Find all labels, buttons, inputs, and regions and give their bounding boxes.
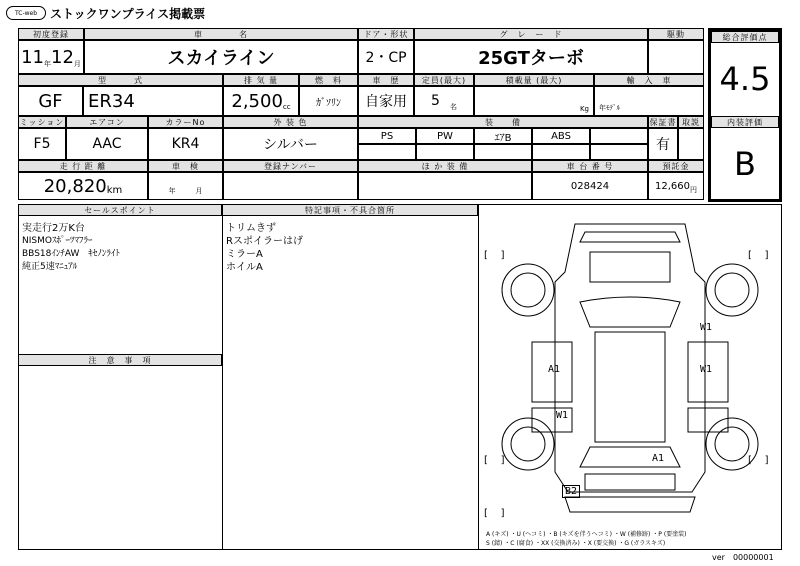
- sales-points-list: [22, 222, 120, 274]
- displacement-label: 排 気 量: [223, 74, 299, 86]
- legend: [486, 530, 687, 548]
- mileage-label: 走 行 距 離: [18, 160, 148, 172]
- capacity-label: 定員(最大): [414, 74, 474, 86]
- price-label: 預託金: [648, 160, 704, 172]
- list-item: トリムきず: [226, 223, 276, 234]
- other-equip-label: ほ か 装 備: [358, 160, 532, 172]
- chassis-value: 028424: [532, 172, 648, 200]
- rear-window: [580, 447, 680, 467]
- rear-bumper: [565, 497, 695, 512]
- fuel-value: ｶﾞｿﾘﾝ: [299, 86, 358, 116]
- exterior-label: 外 装 色: [223, 116, 358, 128]
- capacity-value: 5 名: [414, 86, 474, 116]
- warranty-label: 保証書: [649, 117, 677, 127]
- car-name-value: スカイライン: [84, 40, 358, 74]
- history-value: 自家用: [358, 86, 414, 116]
- bracket-rear-left: [ ]: [484, 455, 505, 466]
- front-bumper: [580, 232, 680, 242]
- legend-line-2: S (錆) ・C (腐食) ・XX (交換済み) ・X (要交換) ・G (ガラスキズ): [486, 540, 666, 547]
- mission-value: F5: [18, 128, 66, 160]
- drive-value: [648, 40, 704, 74]
- other-equip-value: [358, 172, 532, 200]
- mark-a1-rear: A1: [652, 453, 665, 464]
- page-title: ストックワンプライス掲載票: [50, 7, 206, 21]
- color-no-label: カラーNo: [148, 116, 223, 128]
- price-value: 12,660 円: [648, 172, 704, 200]
- bracket-front-left: [ ]: [484, 250, 505, 261]
- divider-1: [222, 204, 223, 550]
- special-label: 特記事項・不具合箇所: [222, 204, 478, 216]
- bracket-bottom: [ ]: [484, 508, 505, 519]
- windshield: [580, 297, 680, 327]
- list-item: Rスポイラーはげ: [226, 236, 303, 247]
- first-reg-value: 11 年 12 月: [18, 40, 84, 74]
- mark-b2-rear-bumper: B2: [562, 486, 580, 497]
- displacement-value: 2,500 cc: [223, 86, 299, 116]
- equipment-label: 装 備: [358, 116, 648, 128]
- plate-value: [223, 172, 358, 200]
- rear-left-wheel-outer: [502, 418, 554, 470]
- equipment-airbag: ｴｱB: [474, 128, 532, 144]
- legend-line-1: A (キズ) ・U (ヘコミ) ・B (キズを伴うヘコミ) ・W (補修跡) ・P (要塗装): [486, 531, 687, 538]
- hood: [590, 252, 670, 282]
- special-list: [226, 222, 303, 274]
- divider-2: [478, 204, 479, 550]
- sales-points-label: セールスポイント: [18, 204, 222, 216]
- bracket-rear-right: [ ]: [748, 455, 769, 466]
- equipment-blank-3: [474, 144, 532, 160]
- exterior-value: シルバー: [223, 128, 358, 160]
- fuel-label: 燃 料: [299, 74, 358, 86]
- list-item: ホイルA: [226, 262, 263, 273]
- plate-label: 登録ナンバー: [223, 160, 358, 172]
- trunk: [585, 474, 675, 490]
- equipment-abs: ABS: [532, 128, 590, 144]
- history-label: 車 歴: [358, 74, 414, 86]
- aircon-value: AAC: [66, 128, 148, 160]
- equipment-pw: PW: [416, 128, 474, 144]
- chassis-label: 車 台 番 号: [532, 160, 648, 172]
- color-no-value: KR4: [148, 128, 223, 160]
- logo: TC-web: [6, 6, 46, 20]
- import-label: 輸 入 車: [594, 74, 704, 86]
- mark-w1-right: W1: [700, 364, 713, 375]
- load-value: Kg: [474, 86, 594, 116]
- bracket-front-right: [ ]: [748, 250, 769, 261]
- inspection-value: 年 月: [148, 172, 223, 200]
- first-reg-label: 初度登録: [18, 28, 84, 40]
- overall-value: 4.5: [711, 43, 779, 115]
- type-prefix: GF: [18, 86, 83, 116]
- equipment-blank-2: [416, 144, 474, 160]
- mission-label: ミッション: [19, 117, 65, 127]
- list-item: 実走行2万K台: [22, 223, 85, 234]
- door-value: 2・CP: [358, 40, 414, 74]
- interior-label: 内装評価: [711, 116, 779, 128]
- aircon-label: エアコン: [66, 116, 148, 128]
- mileage-value: 20,820 km: [18, 172, 148, 200]
- front-left-wheel-outer: [502, 264, 554, 316]
- body-outline: [555, 224, 705, 492]
- mark-w1-front-right: W1: [700, 322, 713, 333]
- equipment-blank-5: [590, 144, 648, 160]
- mark-a1-left: A1: [548, 364, 561, 375]
- roof: [595, 332, 665, 442]
- equipment-empty: [590, 128, 648, 144]
- version-label: ver 00000001: [712, 553, 774, 562]
- overall-label: 総合評価点: [711, 31, 779, 43]
- equipment-blank-4: [532, 144, 590, 160]
- front-left-wheel-inner: [511, 273, 545, 307]
- import-value: 年ﾓﾃﾞﾙ: [594, 86, 704, 116]
- list-item: ミラーA: [226, 249, 263, 260]
- drive-label: 駆動: [648, 28, 704, 40]
- grade-label: グ レ ー ド: [414, 28, 648, 40]
- mark-w1-rear-left: W1: [556, 410, 569, 421]
- manual-label: 取説: [678, 116, 704, 128]
- front-right-wheel-inner: [715, 273, 749, 307]
- load-label: 積載量 (最大): [474, 74, 594, 86]
- type-label: 型 式: [18, 74, 223, 86]
- list-item: BBS18ｲﾝﾁAW ｷｾﾉﾝﾗｲﾄ: [22, 249, 120, 259]
- inspection-label: 車 検: [148, 160, 223, 172]
- manual-value: [678, 128, 704, 160]
- interior-value: B: [711, 128, 779, 199]
- notes-label: 注 意 事 項: [18, 354, 222, 366]
- list-item: 純正5速ﾏﾆｭｱﾙ: [22, 262, 78, 272]
- type-value: ER34: [83, 86, 223, 116]
- car-name-label: 車 名: [84, 28, 358, 40]
- car-diagram: [480, 212, 780, 528]
- equipment-ps: PS: [358, 128, 416, 144]
- door-label: ドア・形状: [358, 28, 414, 40]
- equipment-blank-1: [358, 144, 416, 160]
- list-item: NISMOｽﾎﾟｰﾂﾏﾌﾗｰ: [22, 236, 93, 246]
- warranty-value: 有: [648, 128, 678, 160]
- front-right-wheel-outer: [706, 264, 758, 316]
- grade-value: 25GTターボ: [414, 40, 648, 74]
